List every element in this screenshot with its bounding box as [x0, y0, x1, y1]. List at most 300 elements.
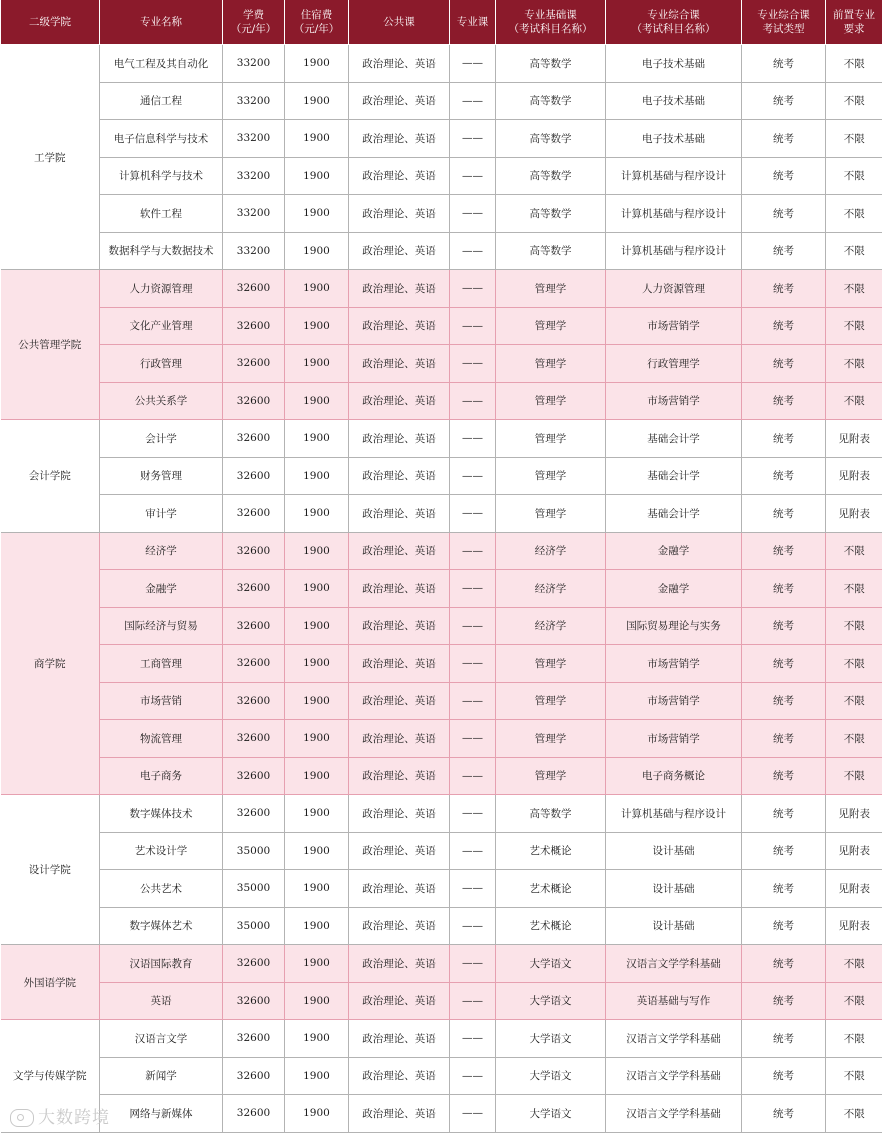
professional-course-cell: —— — [450, 532, 496, 570]
professional-course-cell: —— — [450, 757, 496, 795]
dorm-fee-cell: 1900 — [285, 270, 349, 308]
prerequisite-cell: 不限 — [826, 120, 882, 158]
professional-course-cell: —— — [450, 795, 496, 833]
public-course-cell: 政治理论、英语 — [349, 532, 450, 570]
basic-course-cell: 管理学 — [496, 720, 606, 758]
tuition-cell: 32600 — [223, 570, 285, 608]
table-row — [1, 682, 882, 720]
dorm-fee-cell: 1900 — [285, 157, 349, 195]
exam-type-cell: 统考 — [742, 457, 826, 495]
header-college: 二级学院 — [1, 0, 100, 45]
comprehensive-course-cell: 行政管理学 — [606, 345, 742, 383]
table-row — [1, 1057, 882, 1095]
exam-type-cell: 统考 — [742, 757, 826, 795]
professional-course-cell: —— — [450, 120, 496, 158]
table-row — [1, 945, 882, 983]
comprehensive-course-cell: 市场营销学 — [606, 645, 742, 683]
basic-course-cell: 大学语文 — [496, 1020, 606, 1058]
public-course-cell: 政治理论、英语 — [349, 120, 450, 158]
public-course-cell: 政治理论、英语 — [349, 870, 450, 908]
major-cell: 软件工程 — [100, 195, 223, 233]
tuition-cell: 32600 — [223, 1095, 285, 1133]
tuition-cell: 35000 — [223, 907, 285, 945]
tuition-cell: 35000 — [223, 870, 285, 908]
comprehensive-course-cell: 英语基础与写作 — [606, 982, 742, 1020]
major-cell: 人力资源管理 — [100, 270, 223, 308]
prerequisite-cell: 不限 — [826, 982, 882, 1020]
table-body — [1, 45, 882, 1133]
exam-type-cell: 统考 — [742, 795, 826, 833]
basic-course-cell: 管理学 — [496, 495, 606, 533]
professional-course-cell: —— — [450, 1095, 496, 1133]
tuition-cell: 32600 — [223, 1020, 285, 1058]
watermark: 大数跨境 — [10, 1103, 110, 1128]
basic-course-cell: 管理学 — [496, 270, 606, 308]
tuition-cell: 33200 — [223, 232, 285, 270]
prerequisite-cell: 不限 — [826, 45, 882, 83]
exam-type-cell: 统考 — [742, 345, 826, 383]
major-cell: 会计学 — [100, 420, 223, 458]
table-row — [1, 832, 882, 870]
public-course-cell: 政治理论、英语 — [349, 420, 450, 458]
exam-type-cell: 统考 — [742, 982, 826, 1020]
comprehensive-course-cell: 电子商务概论 — [606, 757, 742, 795]
dorm-fee-cell: 1900 — [285, 832, 349, 870]
professional-course-cell: —— — [450, 420, 496, 458]
exam-type-cell: 统考 — [742, 607, 826, 645]
basic-course-cell: 管理学 — [496, 645, 606, 683]
basic-course-cell: 经济学 — [496, 570, 606, 608]
exam-type-cell: 统考 — [742, 1020, 826, 1058]
table-row — [1, 307, 882, 345]
public-course-cell: 政治理论、英语 — [349, 495, 450, 533]
tuition-cell: 32600 — [223, 795, 285, 833]
basic-course-cell: 高等数学 — [496, 157, 606, 195]
public-course-cell: 政治理论、英语 — [349, 795, 450, 833]
dorm-fee-cell: 1900 — [285, 232, 349, 270]
exam-type-cell: 统考 — [742, 270, 826, 308]
prerequisite-cell: 不限 — [826, 532, 882, 570]
comprehensive-course-cell: 市场营销学 — [606, 307, 742, 345]
college-cell: 公共管理学院 — [1, 270, 100, 420]
public-course-cell: 政治理论、英语 — [349, 982, 450, 1020]
exam-type-cell: 统考 — [742, 382, 826, 420]
comprehensive-course-cell: 电子技术基础 — [606, 82, 742, 120]
major-cell: 汉语言文学 — [100, 1020, 223, 1058]
professional-course-cell: —— — [450, 682, 496, 720]
tuition-cell: 33200 — [223, 195, 285, 233]
major-cell: 工商管理 — [100, 645, 223, 683]
comprehensive-course-cell: 市场营销学 — [606, 682, 742, 720]
table-row — [1, 157, 882, 195]
exam-type-cell: 统考 — [742, 1057, 826, 1095]
exam-type-cell: 统考 — [742, 945, 826, 983]
professional-course-cell: —— — [450, 907, 496, 945]
header-tuition: 学费 （元/年） — [223, 0, 285, 45]
tuition-cell: 32600 — [223, 495, 285, 533]
tuition-cell: 32600 — [223, 720, 285, 758]
table-row — [1, 570, 882, 608]
professional-course-cell: —— — [450, 570, 496, 608]
major-cell: 数字媒体技术 — [100, 795, 223, 833]
dorm-fee-cell: 1900 — [285, 720, 349, 758]
exam-type-cell: 统考 — [742, 532, 826, 570]
exam-type-cell: 统考 — [742, 720, 826, 758]
professional-course-cell: —— — [450, 307, 496, 345]
professional-course-cell: —— — [450, 1020, 496, 1058]
table-row — [1, 982, 882, 1020]
prerequisite-cell: 不限 — [826, 1057, 882, 1095]
public-course-cell: 政治理论、英语 — [349, 382, 450, 420]
professional-course-cell: —— — [450, 832, 496, 870]
tuition-cell: 32600 — [223, 457, 285, 495]
tuition-cell: 33200 — [223, 120, 285, 158]
public-course-cell: 政治理论、英语 — [349, 457, 450, 495]
dorm-fee-cell: 1900 — [285, 682, 349, 720]
major-cell: 数据科学与大数据技术 — [100, 232, 223, 270]
comprehensive-course-cell: 计算机基础与程序设计 — [606, 795, 742, 833]
comprehensive-course-cell: 设计基础 — [606, 870, 742, 908]
comprehensive-course-cell: 设计基础 — [606, 832, 742, 870]
comprehensive-course-cell: 计算机基础与程序设计 — [606, 195, 742, 233]
comprehensive-course-cell: 市场营销学 — [606, 382, 742, 420]
comprehensive-course-cell: 汉语言文学学科基础 — [606, 1095, 742, 1133]
exam-type-cell: 统考 — [742, 307, 826, 345]
basic-course-cell: 高等数学 — [496, 795, 606, 833]
dorm-fee-cell: 1900 — [285, 945, 349, 983]
professional-course-cell: —— — [450, 82, 496, 120]
exam-type-cell: 统考 — [742, 1095, 826, 1133]
comprehensive-course-cell: 国际贸易理论与实务 — [606, 607, 742, 645]
comprehensive-course-cell: 基础会计学 — [606, 457, 742, 495]
public-course-cell: 政治理论、英语 — [349, 1057, 450, 1095]
basic-course-cell: 经济学 — [496, 532, 606, 570]
prerequisite-cell: 不限 — [826, 270, 882, 308]
exam-type-cell: 统考 — [742, 645, 826, 683]
professional-course-cell: —— — [450, 270, 496, 308]
prerequisite-cell: 不限 — [826, 570, 882, 608]
professional-course-cell: —— — [450, 157, 496, 195]
public-course-cell: 政治理论、英语 — [349, 195, 450, 233]
professional-course-cell: —— — [450, 45, 496, 83]
major-cell: 电气工程及其自动化 — [100, 45, 223, 83]
basic-course-cell: 大学语文 — [496, 1095, 606, 1133]
professional-course-cell: —— — [450, 1057, 496, 1095]
comprehensive-course-cell: 金融学 — [606, 570, 742, 608]
tuition-cell: 32600 — [223, 1057, 285, 1095]
public-course-cell: 政治理论、英语 — [349, 682, 450, 720]
basic-course-cell: 大学语文 — [496, 945, 606, 983]
prerequisite-cell: 不限 — [826, 607, 882, 645]
major-cell: 电子商务 — [100, 757, 223, 795]
public-course-cell: 政治理论、英语 — [349, 45, 450, 83]
exam-type-cell: 统考 — [742, 120, 826, 158]
dorm-fee-cell: 1900 — [285, 1020, 349, 1058]
basic-course-cell: 艺术概论 — [496, 907, 606, 945]
major-cell: 文化产业管理 — [100, 307, 223, 345]
table-row — [1, 270, 882, 308]
professional-course-cell: —— — [450, 382, 496, 420]
basic-course-cell: 管理学 — [496, 420, 606, 458]
dorm-fee-cell: 1900 — [285, 457, 349, 495]
header-comprehensive-course: 专业综合课 （考试科目名称） — [606, 0, 742, 45]
major-cell: 物流管理 — [100, 720, 223, 758]
major-cell: 英语 — [100, 982, 223, 1020]
public-course-cell: 政治理论、英语 — [349, 1020, 450, 1058]
basic-course-cell: 管理学 — [496, 345, 606, 383]
tuition-cell: 32600 — [223, 307, 285, 345]
professional-course-cell: —— — [450, 495, 496, 533]
public-course-cell: 政治理论、英语 — [349, 232, 450, 270]
professional-course-cell: —— — [450, 345, 496, 383]
public-course-cell: 政治理论、英语 — [349, 720, 450, 758]
college-cell: 设计学院 — [1, 795, 100, 945]
prerequisite-cell: 不限 — [826, 232, 882, 270]
basic-course-cell: 管理学 — [496, 382, 606, 420]
table-row — [1, 195, 882, 233]
header-major: 专业名称 — [100, 0, 223, 45]
public-course-cell: 政治理论、英语 — [349, 945, 450, 983]
prerequisite-cell: 不限 — [826, 1020, 882, 1058]
prerequisite-cell: 不限 — [826, 720, 882, 758]
tuition-cell: 33200 — [223, 82, 285, 120]
college-cell: 商学院 — [1, 532, 100, 795]
college-cell: 工学院 — [1, 45, 100, 270]
dorm-fee-cell: 1900 — [285, 570, 349, 608]
table-row — [1, 82, 882, 120]
table-row — [1, 645, 882, 683]
exam-type-cell: 统考 — [742, 82, 826, 120]
dorm-fee-cell: 1900 — [285, 757, 349, 795]
tuition-cell: 32600 — [223, 645, 285, 683]
public-course-cell: 政治理论、英语 — [349, 82, 450, 120]
dorm-fee-cell: 1900 — [285, 195, 349, 233]
tuition-cell: 32600 — [223, 682, 285, 720]
prerequisite-cell: 不限 — [826, 382, 882, 420]
major-cell: 通信工程 — [100, 82, 223, 120]
prerequisite-cell: 不限 — [826, 195, 882, 233]
dorm-fee-cell: 1900 — [285, 1095, 349, 1133]
table-row — [1, 720, 882, 758]
table-row — [1, 1020, 882, 1058]
college-cell: 会计学院 — [1, 420, 100, 533]
professional-course-cell: —— — [450, 720, 496, 758]
major-cell: 国际经济与贸易 — [100, 607, 223, 645]
prerequisite-cell: 不限 — [826, 345, 882, 383]
dorm-fee-cell: 1900 — [285, 82, 349, 120]
major-cell: 艺术设计学 — [100, 832, 223, 870]
dorm-fee-cell: 1900 — [285, 307, 349, 345]
dorm-fee-cell: 1900 — [285, 345, 349, 383]
professional-course-cell: —— — [450, 607, 496, 645]
prerequisite-cell: 见附表 — [826, 907, 882, 945]
dorm-fee-cell: 1900 — [285, 607, 349, 645]
major-cell: 汉语国际教育 — [100, 945, 223, 983]
prerequisite-cell: 见附表 — [826, 870, 882, 908]
basic-course-cell: 高等数学 — [496, 120, 606, 158]
professional-course-cell: —— — [450, 945, 496, 983]
tuition-cell: 32600 — [223, 607, 285, 645]
comprehensive-course-cell: 市场营销学 — [606, 720, 742, 758]
tuition-cell: 32600 — [223, 270, 285, 308]
watermark-logo-icon — [10, 1109, 34, 1127]
basic-course-cell: 管理学 — [496, 457, 606, 495]
tuition-cell: 33200 — [223, 157, 285, 195]
header-row — [1, 0, 882, 45]
prerequisite-cell: 见附表 — [826, 795, 882, 833]
dorm-fee-cell: 1900 — [285, 1057, 349, 1095]
comprehensive-course-cell: 汉语言文学学科基础 — [606, 1020, 742, 1058]
comprehensive-course-cell: 基础会计学 — [606, 495, 742, 533]
public-course-cell: 政治理论、英语 — [349, 607, 450, 645]
dorm-fee-cell: 1900 — [285, 795, 349, 833]
prerequisite-cell: 不限 — [826, 82, 882, 120]
comprehensive-course-cell: 汉语言文学学科基础 — [606, 945, 742, 983]
comprehensive-course-cell: 汉语言文学学科基础 — [606, 1057, 742, 1095]
table-row — [1, 495, 882, 533]
major-cell: 数字媒体艺术 — [100, 907, 223, 945]
table-row — [1, 532, 882, 570]
basic-course-cell: 大学语文 — [496, 1057, 606, 1095]
tuition-cell: 32600 — [223, 420, 285, 458]
public-course-cell: 政治理论、英语 — [349, 645, 450, 683]
major-cell: 审计学 — [100, 495, 223, 533]
major-cell: 计算机科学与技术 — [100, 157, 223, 195]
comprehensive-course-cell: 计算机基础与程序设计 — [606, 232, 742, 270]
public-course-cell: 政治理论、英语 — [349, 832, 450, 870]
basic-course-cell: 高等数学 — [496, 82, 606, 120]
exam-type-cell: 统考 — [742, 570, 826, 608]
prerequisite-cell: 不限 — [826, 1095, 882, 1133]
dorm-fee-cell: 1900 — [285, 982, 349, 1020]
major-cell: 公共艺术 — [100, 870, 223, 908]
tuition-cell: 35000 — [223, 832, 285, 870]
professional-course-cell: —— — [450, 870, 496, 908]
public-course-cell: 政治理论、英语 — [349, 345, 450, 383]
dorm-fee-cell: 1900 — [285, 420, 349, 458]
table-row — [1, 607, 882, 645]
prerequisite-cell: 不限 — [826, 945, 882, 983]
professional-course-cell: —— — [450, 195, 496, 233]
major-cell: 金融学 — [100, 570, 223, 608]
dorm-fee-cell: 1900 — [285, 120, 349, 158]
major-cell: 新闻学 — [100, 1057, 223, 1095]
table-row — [1, 757, 882, 795]
dorm-fee-cell: 1900 — [285, 907, 349, 945]
table-row — [1, 420, 882, 458]
basic-course-cell: 管理学 — [496, 307, 606, 345]
table-row — [1, 382, 882, 420]
comprehensive-course-cell: 设计基础 — [606, 907, 742, 945]
comprehensive-course-cell: 金融学 — [606, 532, 742, 570]
table-row — [1, 232, 882, 270]
basic-course-cell: 高等数学 — [496, 45, 606, 83]
public-course-cell: 政治理论、英语 — [349, 270, 450, 308]
exam-type-cell: 统考 — [742, 420, 826, 458]
professional-course-cell: —— — [450, 232, 496, 270]
header-basic-course: 专业基础课 （考试科目名称） — [496, 0, 606, 45]
header-professional-course: 专业课 — [450, 0, 496, 45]
prerequisite-cell: 不限 — [826, 757, 882, 795]
prerequisite-cell: 见附表 — [826, 457, 882, 495]
basic-course-cell: 大学语文 — [496, 982, 606, 1020]
dorm-fee-cell: 1900 — [285, 532, 349, 570]
basic-course-cell: 管理学 — [496, 682, 606, 720]
exam-type-cell: 统考 — [742, 870, 826, 908]
prerequisite-cell: 不限 — [826, 157, 882, 195]
major-cell: 电子信息科学与技术 — [100, 120, 223, 158]
exam-type-cell: 统考 — [742, 232, 826, 270]
public-course-cell: 政治理论、英语 — [349, 907, 450, 945]
header-dorm-fee: 住宿费 （元/年） — [285, 0, 349, 45]
prerequisite-cell: 不限 — [826, 645, 882, 683]
exam-type-cell: 统考 — [742, 495, 826, 533]
dorm-fee-cell: 1900 — [285, 382, 349, 420]
public-course-cell: 政治理论、英语 — [349, 570, 450, 608]
exam-type-cell: 统考 — [742, 682, 826, 720]
exam-type-cell: 统考 — [742, 832, 826, 870]
major-cell: 行政管理 — [100, 345, 223, 383]
professional-course-cell: —— — [450, 457, 496, 495]
basic-course-cell: 管理学 — [496, 757, 606, 795]
exam-type-cell: 统考 — [742, 45, 826, 83]
basic-course-cell: 经济学 — [496, 607, 606, 645]
dorm-fee-cell: 1900 — [285, 870, 349, 908]
table-row — [1, 45, 882, 83]
comprehensive-course-cell: 人力资源管理 — [606, 270, 742, 308]
public-course-cell: 政治理论、英语 — [349, 757, 450, 795]
basic-course-cell: 高等数学 — [496, 232, 606, 270]
exam-type-cell: 统考 — [742, 195, 826, 233]
public-course-cell: 政治理论、英语 — [349, 157, 450, 195]
prerequisite-cell: 不限 — [826, 307, 882, 345]
tuition-cell: 32600 — [223, 757, 285, 795]
exam-type-cell: 统考 — [742, 907, 826, 945]
major-cell: 经济学 — [100, 532, 223, 570]
professional-course-cell: —— — [450, 645, 496, 683]
prerequisite-cell: 见附表 — [826, 420, 882, 458]
comprehensive-course-cell: 电子技术基础 — [606, 45, 742, 83]
table-row — [1, 1095, 882, 1133]
major-cell: 网络与新媒体 — [100, 1095, 223, 1133]
tuition-cell: 32600 — [223, 532, 285, 570]
tuition-cell: 32600 — [223, 982, 285, 1020]
public-course-cell: 政治理论、英语 — [349, 1095, 450, 1133]
comprehensive-course-cell: 计算机基础与程序设计 — [606, 157, 742, 195]
major-cell: 公共关系学 — [100, 382, 223, 420]
table-row — [1, 120, 882, 158]
tuition-cell: 32600 — [223, 945, 285, 983]
major-cell: 市场营销 — [100, 682, 223, 720]
basic-course-cell: 高等数学 — [496, 195, 606, 233]
public-course-cell: 政治理论、英语 — [349, 307, 450, 345]
table-row — [1, 907, 882, 945]
header-prerequisite: 前置专业 要求 — [826, 0, 882, 45]
major-cell: 财务管理 — [100, 457, 223, 495]
table-row — [1, 870, 882, 908]
header-exam-type: 专业综合课 考试类型 — [742, 0, 826, 45]
table-row — [1, 795, 882, 833]
tuition-cell: 32600 — [223, 382, 285, 420]
college-cell: 外国语学院 — [1, 945, 100, 1020]
tuition-cell: 32600 — [223, 345, 285, 383]
professional-course-cell: —— — [450, 982, 496, 1020]
table-row — [1, 345, 882, 383]
tuition-cell: 33200 — [223, 45, 285, 83]
table-row — [1, 457, 882, 495]
comprehensive-course-cell: 基础会计学 — [606, 420, 742, 458]
comprehensive-course-cell: 电子技术基础 — [606, 120, 742, 158]
